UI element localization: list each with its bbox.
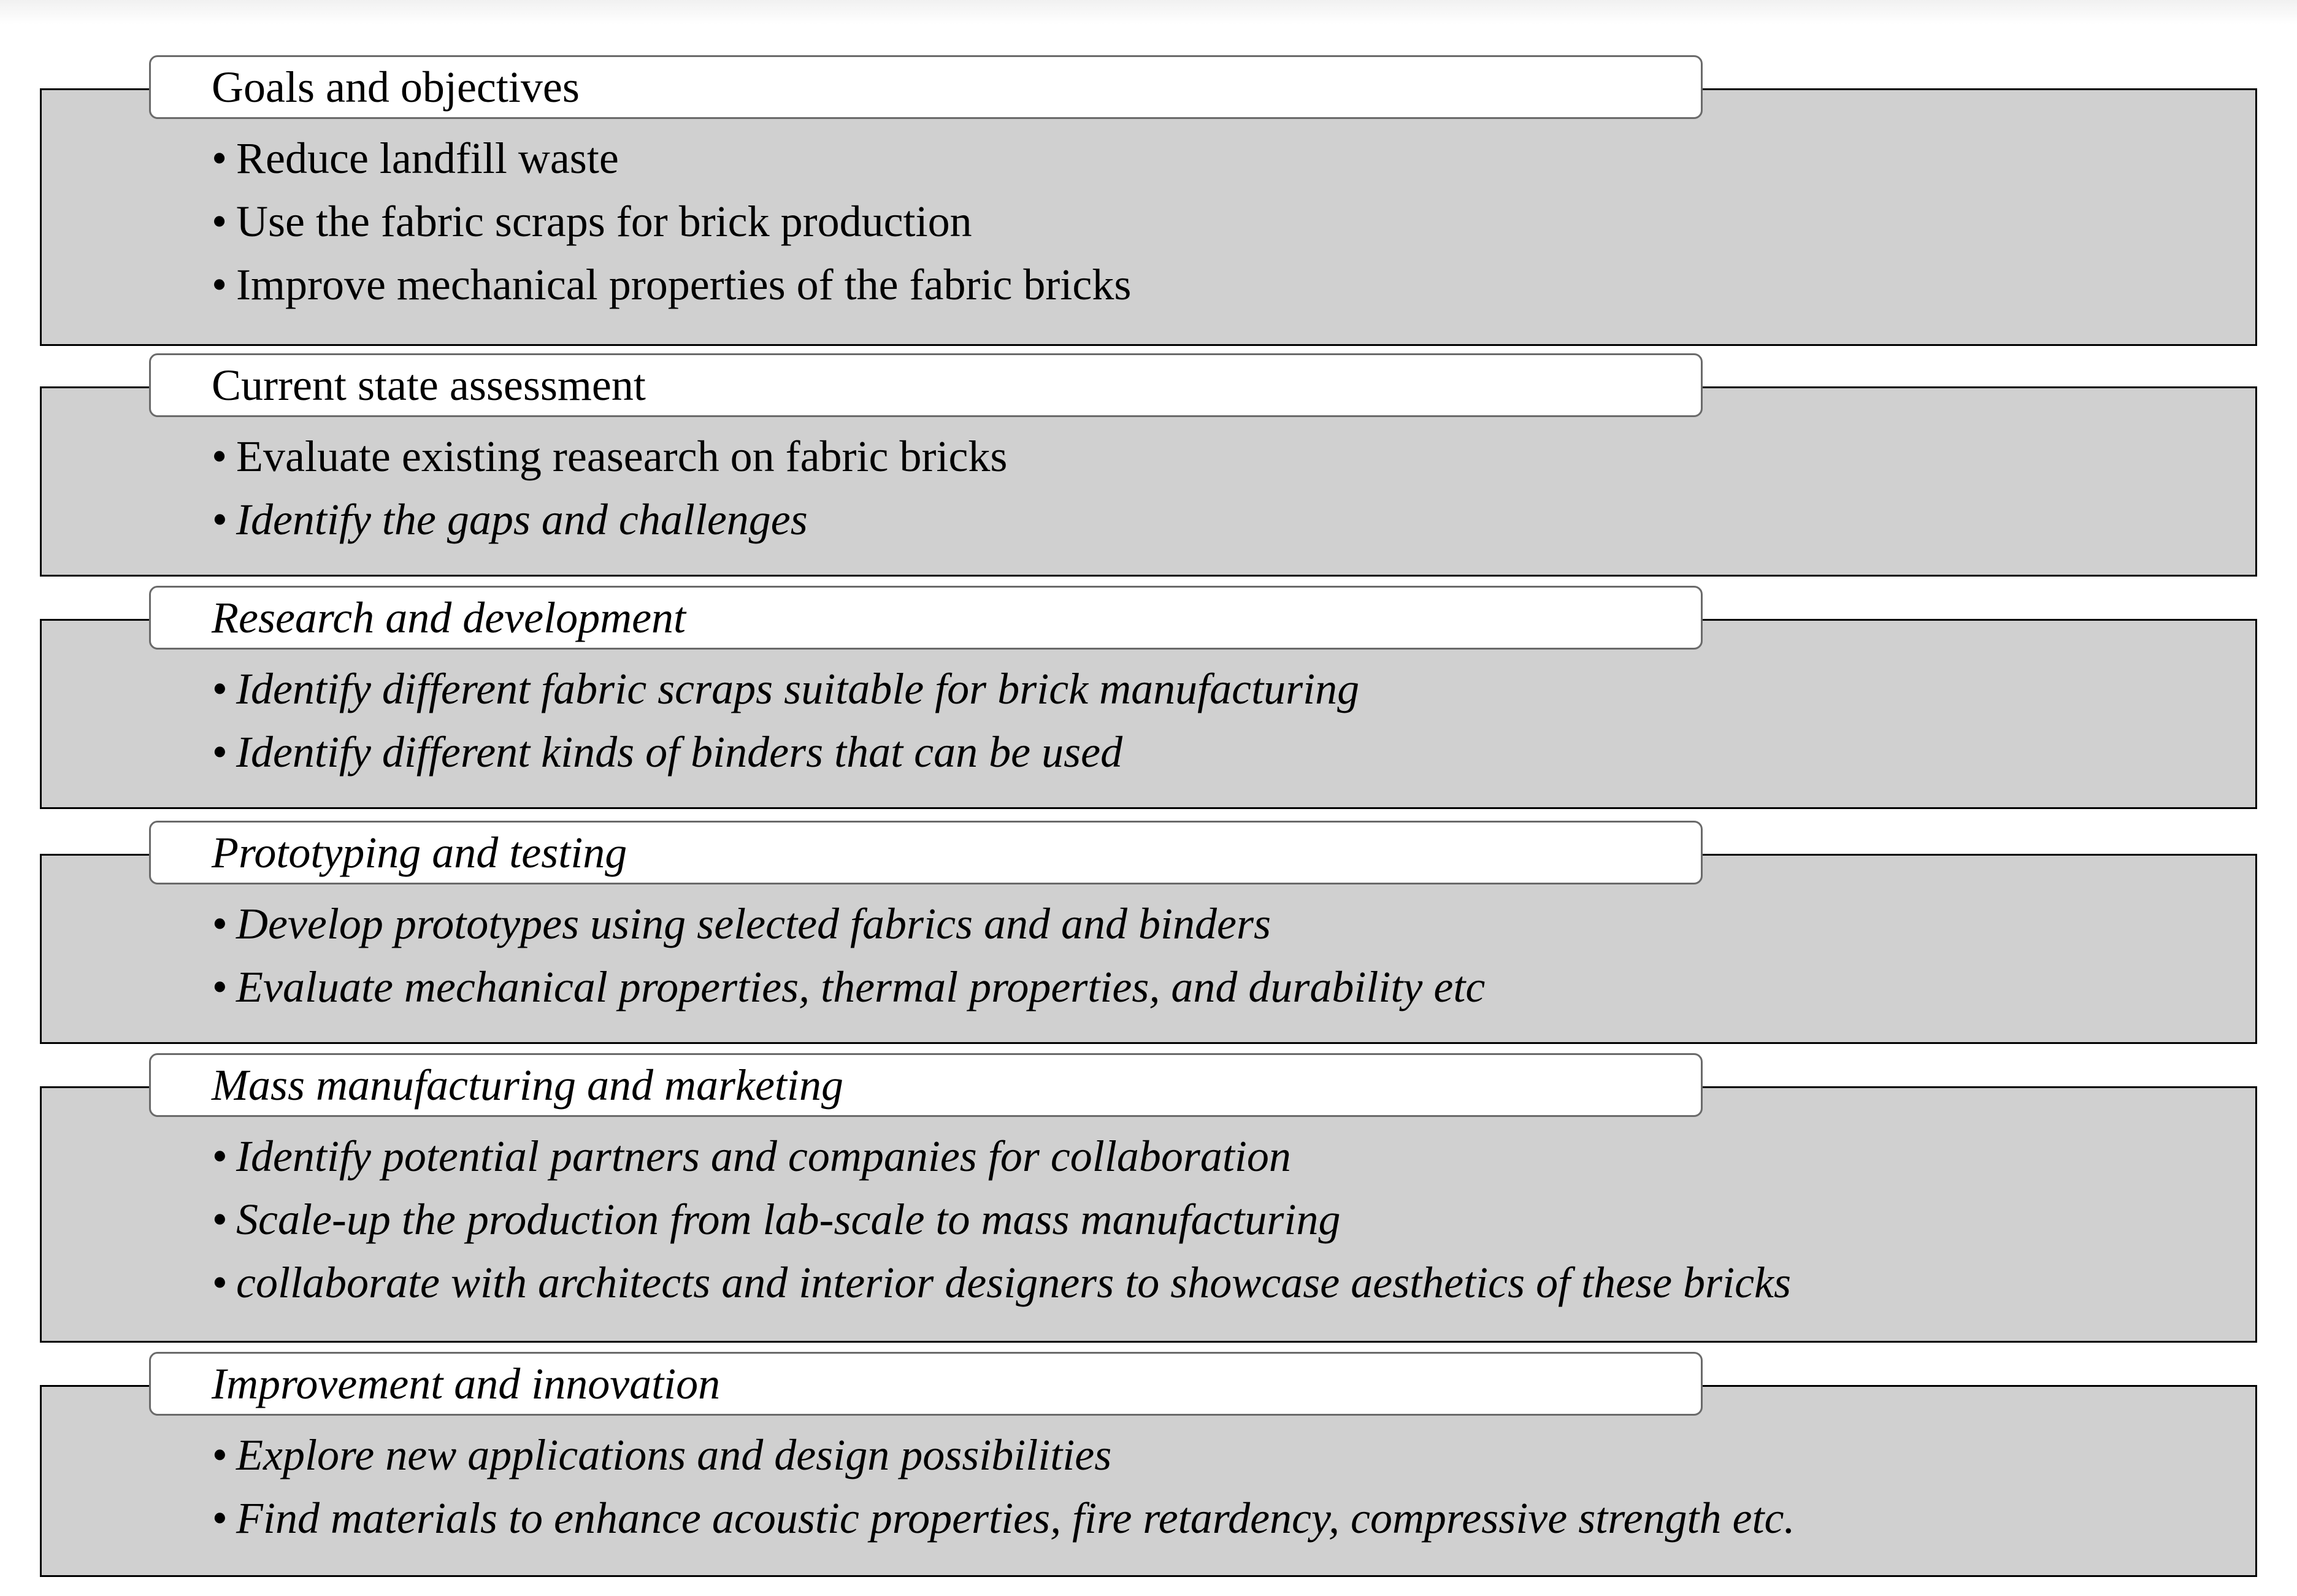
stage-title-text: Improvement and innovation — [212, 1359, 721, 1408]
stage-items — [212, 658, 1359, 784]
bullet-icon: • — [212, 197, 228, 246]
list-item — [212, 956, 1485, 1019]
list-item — [212, 1188, 1791, 1251]
item-text: Evaluate existing reasearch on fabric bricks — [236, 432, 1008, 481]
stage-items — [212, 127, 1131, 317]
stage-title — [149, 353, 1703, 417]
stage-current-state-assessment — [40, 353, 2257, 577]
stage-title-text: Prototyping and testing — [212, 828, 627, 877]
list-item — [212, 658, 1359, 721]
list-item — [212, 892, 1485, 956]
stage-items — [212, 425, 1007, 551]
bullet-icon: • — [212, 495, 228, 544]
stage-title — [149, 55, 1703, 119]
bullet-icon: • — [212, 1494, 228, 1543]
bullet-icon: • — [212, 134, 228, 183]
list-item — [212, 127, 1131, 190]
item-text: Identify different fabric scraps suitable for brick manufacturing — [236, 664, 1360, 713]
item-text: Identify different kinds of binders that can be used — [236, 727, 1123, 777]
stage-title-text: Mass manufacturing and marketing — [212, 1061, 843, 1110]
stage-title-text: Current state assessment — [212, 361, 646, 410]
stage-title — [149, 586, 1703, 650]
list-item — [212, 1125, 1791, 1188]
list-item — [212, 1251, 1791, 1314]
bullet-icon: • — [212, 962, 228, 1011]
bullet-icon: • — [212, 260, 228, 309]
stage-items — [212, 1125, 1791, 1314]
bullet-icon: • — [212, 432, 228, 481]
list-item — [212, 721, 1359, 784]
stage-title-text: Research and development — [212, 593, 686, 642]
stage-title — [149, 821, 1703, 884]
list-item — [212, 1424, 1795, 1487]
stage-research-and-development — [40, 586, 2257, 809]
item-text: Explore new applications and design possibilities — [236, 1430, 1112, 1479]
bullet-icon: • — [212, 1195, 228, 1244]
list-item — [212, 1487, 1795, 1550]
item-text: Improve mechanical properties of the fabric bricks — [236, 260, 1132, 309]
stage-mass-manufacturing-and-marketing — [40, 1053, 2257, 1343]
list-item — [212, 253, 1131, 317]
stage-goals-and-objectives — [40, 55, 2257, 346]
bullet-icon: • — [212, 899, 228, 948]
stage-prototyping-and-testing — [40, 821, 2257, 1044]
item-text: Develop prototypes using selected fabrics and and binders — [236, 899, 1271, 948]
bullet-icon: • — [212, 1132, 228, 1181]
item-text: collaborate with architects and interior designers to showcase aesthetics of these bricks — [236, 1258, 1792, 1307]
stage-title — [149, 1352, 1703, 1416]
stage-title — [149, 1053, 1703, 1117]
item-text: Identify potential partners and companies for collaboration — [236, 1132, 1291, 1181]
top-strip — [0, 0, 2297, 25]
item-text: Scale-up the production from lab-scale to mass manufacturing — [236, 1195, 1341, 1244]
list-item — [212, 488, 1007, 551]
list-item — [212, 425, 1007, 488]
stage-items — [212, 1424, 1795, 1550]
item-text: Find materials to enhance acoustic properties, fire retardency, compressive strength etc. — [236, 1494, 1795, 1543]
item-text: Identify the gaps and challenges — [236, 495, 808, 544]
item-text: Evaluate mechanical properties, thermal properties, and durability etc — [236, 962, 1486, 1011]
item-text: Use the fabric scraps for brick production — [236, 197, 972, 246]
stage-title-text: Goals and objectives — [212, 63, 580, 112]
stage-improvement-and-innovation — [40, 1352, 2257, 1577]
bullet-icon: • — [212, 1430, 228, 1479]
bullet-icon: • — [212, 664, 228, 713]
item-text: Reduce landfill waste — [236, 134, 619, 183]
list-item — [212, 190, 1131, 253]
bullet-icon: • — [212, 727, 228, 777]
stage-items — [212, 892, 1485, 1019]
bullet-icon: • — [212, 1258, 228, 1307]
